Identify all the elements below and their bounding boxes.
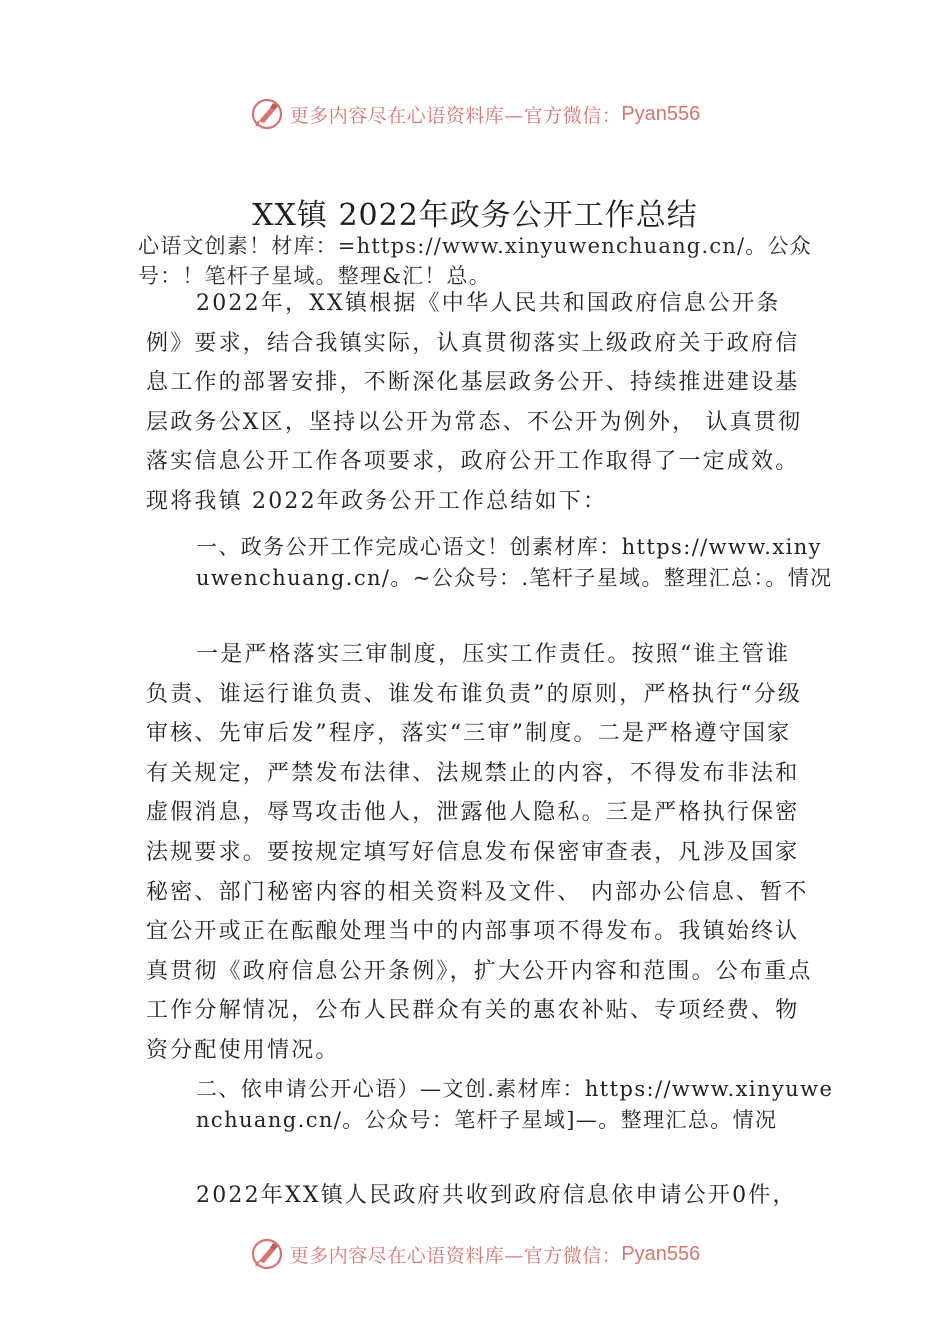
header-banner (0, 94, 950, 134)
document-title: XX镇 2022年政务公开工作总结 (252, 198, 698, 233)
footer-banner (0, 1234, 950, 1274)
banner-content (250, 1237, 700, 1271)
section-1-heading: 一、政务公开工作完成心语文！创素材库：https://www.xinyuwenchuang.cn/。~公众号：.笔杆子星域。整理汇总：。情况 (196, 535, 833, 590)
banner-wechat-id: Pyan556 (621, 102, 701, 125)
banner-text: 更多内容尽在心语资料库—官方微信： (289, 1244, 622, 1267)
pen-nib-logo-icon (250, 1237, 284, 1271)
section-2-heading: 二、依申请公开心语）—文创.素材库：https://www.xinyuwenchuang.cn/。公众号：笔杆子星域]—。整理汇总。情况 (196, 1077, 834, 1132)
banner-content (250, 97, 700, 131)
banner-wechat-id: Pyan556 (621, 1242, 701, 1265)
intro-paragraph: 2022年，XX镇根据《中华人民共和国政府信息公开条例》要求，结合我镇实际，认真贯彻落实上级政府关于政府信息工作的部署安排，不断深化基层政务公开、持续推进建设基层政务公X区，坚持以公开为常态、不公开为例外， 认真贯彻落实信息公开工作各项要求，政府公开工作取得了一定成效。现将我镇 2022年政务公开工作总结如下： (146, 291, 803, 514)
section-2-body: 2022年XX镇人民政府共收到政府信息依申请公开0件， (196, 1183, 797, 1208)
section-1-body: 一是严格落实三审制度，压实工作责任。按照“谁主管谁负责、谁运行谁负责、谁发布谁负责”的原则，严格执行“分级审核、先审后发”程序，落实“三审”制度。二是严格遵守国家有关规定，严禁发布法律、法规禁止的内容，不得发布非法和虚假消息，辱骂攻击他人，泄露他人隐私。三是严格执行保密法规要求。要按规定填写好信息发布保密审查表，凡涉及国家秘密、部门秘密内容的相关资料及文件、 内部办公信息、暂不宜公开或正在酝酿处理当中的内部事项不得发布。我镇始终认真贯彻《政府信息公开条例》，扩大公开内容和范围。公布重点工作分解情况，公布人民群众有关的惠农补贴、专项经费、物资分配使用情况。 (146, 642, 813, 1063)
pen-nib-logo-icon (250, 97, 284, 131)
banner-text: 更多内容尽在心语资料库—官方微信： (289, 104, 622, 127)
source-line: 心语文创素！材库：=https://www.xinyuwenchuang.cn/。公众号：！笔杆子星域。整理&汇！总。 (138, 234, 812, 288)
